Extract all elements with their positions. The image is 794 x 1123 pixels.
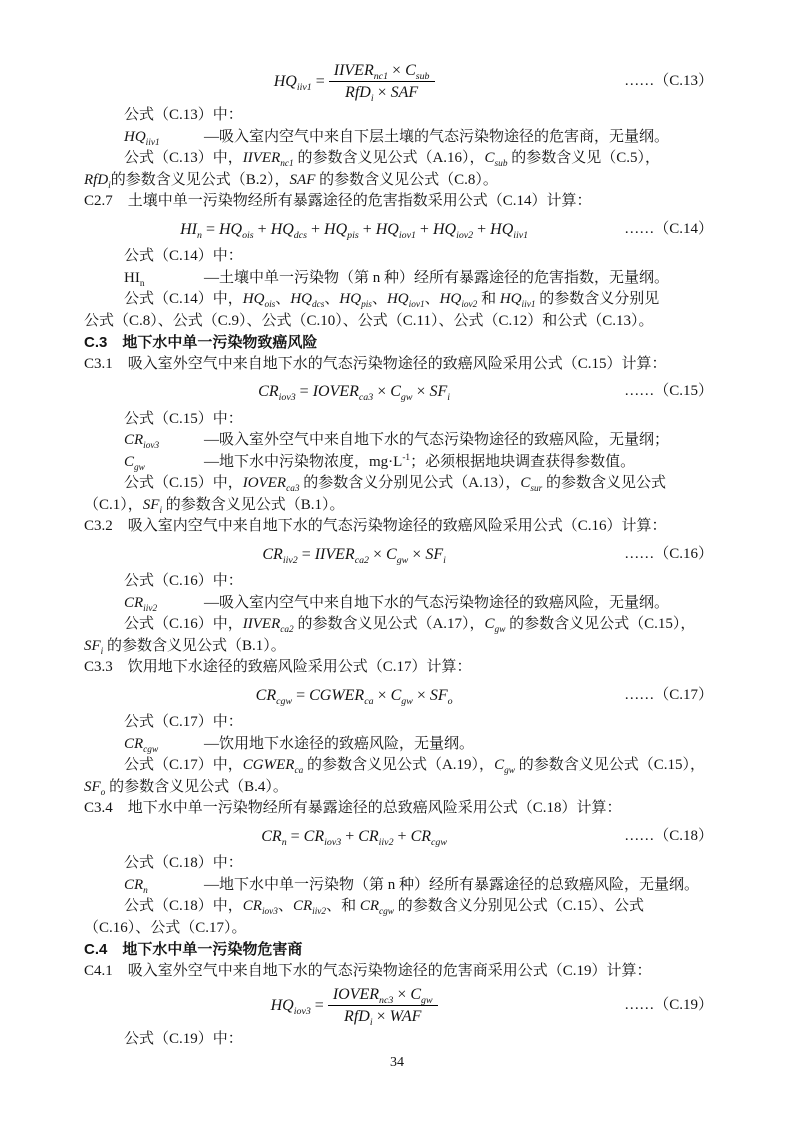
term-symbol: $CR_n$ — [124, 876, 148, 896]
paragraph-c18-where: 公式（C.18）中： — [124, 855, 243, 871]
term-symbol: $C_{gw}$ — [124, 453, 145, 473]
term-symbol: $CR_{cgw}$ — [124, 735, 159, 755]
equation-c13-body — [273, 61, 435, 105]
fraction-numerator: $IOVER_{nc3} \times C_{gw}$ — [328, 985, 438, 1006]
paragraph-c2-7: C2.7 土壤中单一污染物经所有暴露途径的危害指数采用公式（C.14）计算： — [84, 193, 592, 209]
paragraph-c4-1: C4.1 吸入室外空气中来自地下水的气态污染物途径的危害商采用公式（C.19）计算： — [84, 962, 652, 979]
term-definition: —地下水中单一污染物（第 n 种）经所有暴露途径的总致癌风险，无量纲。 — [204, 876, 700, 893]
equation-c19 — [84, 985, 624, 1029]
paragraph-c18-refs: 公式（C.18）中，$CR_{iov3}$、$CR_{iiv2}$、和 $CR_{cgw}$ 的参数含义分别见公式（C.15）、公式 （C.16）、公式（C.17）。 — [84, 898, 645, 936]
equation-number-c15: ……（C.15） — [624, 383, 713, 399]
formula-c18 — [84, 826, 713, 848]
equation-number-c18: ……（C.18） — [624, 827, 713, 844]
equation-number-c13: ……（C.13） — [624, 72, 713, 89]
paragraph-c16-where: 公式（C.16）中： — [124, 573, 243, 589]
paragraph-c3-4: C3.4 地下水中单一污染物经所有暴露途径的总致癌风险采用公式（C.18）计算： — [84, 800, 622, 816]
equation-number-c14: ……（C.14） — [624, 220, 713, 237]
formula-c16 — [84, 544, 713, 566]
paragraph-c14-where: 公式（C.14）中： — [124, 248, 243, 264]
section-heading-c4: C.4 地下水中单一污染物危害商 — [84, 941, 303, 958]
term-definition: —饮用地下水途径的致癌风险，无量纲。 — [204, 735, 475, 752]
term-definition: —吸入室外空气中来自地下水的气态污染物途径的致癌风险，无量纲； — [204, 432, 670, 448]
paragraph-c16-refs: 公式（C.16）中，$IIVER_{ca2}$ 的参数含义见公式（A.17），$C_{gw}$ 的参数含义见公式（C.15）， $SF_i$ 的参数含义见公式（B.1）。 — [84, 616, 696, 657]
paragraph-c13-refs: 公式（C.13）中，$IIVER_{nc1}$ 的参数含义见公式（A.16），$C_{sub}$ 的参数含义见（C.5）， RfD$_i$的参数含义见公式（B.2），SAF 的参数含义见公式（C.8）。 — [84, 150, 660, 191]
term-definition: —地下水中污染物浓度，$mg\cdot L^{-1}$；必须根据地块调查获得参数值。 — [204, 452, 636, 470]
fraction-denominator: RfD$_i$ × SAF — [345, 84, 419, 105]
page-number: 34 — [390, 1055, 404, 1070]
paragraph-c15-where: 公式（C.15）中： — [124, 410, 243, 427]
term-definition: —吸入室内空气中来自下层土壤的气态污染物途径的危害商，无量纲。 — [204, 128, 670, 145]
equation-number-c17: ……（C.17） — [624, 686, 713, 703]
formula-c13 — [84, 61, 713, 105]
equation-c19-lhs: $HQ_{iov3}$ = — [270, 996, 324, 1017]
formula-c19 — [84, 985, 713, 1029]
paragraph-c3-3: C3.3 饮用地下水途径的致癌风险采用公式（C.17）计算： — [84, 659, 472, 675]
equation-c16: $CR_{iiv2}$ = $IIVER_{ca2} \times C_{gw} \times SF_i$ — [262, 545, 446, 566]
term-row-hq-iiv1 — [84, 127, 713, 149]
term-definition: —土壤中单一污染物（第 n 种）经所有暴露途径的危害指数，无量纲。 — [204, 269, 670, 286]
term-row-hi-n — [84, 268, 713, 290]
paragraph-c13-where: 公式（C.13）中： — [124, 107, 243, 123]
paragraph-c14-refs: 公式（C.14）中，$HQ_{ois}$、$HQ_{dcs}$、$HQ_{pis}$、$HQ_{iov1}$、$HQ_{iov2}$ 和 $HQ_{iiv1}$ 的参数含义分别见 公式（C.8）、公式（C.9）、公式（C.10）、公式（C.11）、公式（C.12）和公式（C.13）。 — [84, 291, 660, 329]
term-symbol: $HI_n$ — [124, 269, 145, 289]
equation-number-c19: ……（C.19） — [624, 996, 713, 1013]
formula-c17 — [84, 685, 713, 707]
term-row-cr-iiv2 — [84, 593, 713, 615]
equation-c14: $HI_n = HQ_{ois} + HQ_{dcs} + HQ_{pis} + HQ_{iov1} + HQ_{iov2} + HQ_{iiv1}$ — [180, 220, 529, 241]
term-symbol: $HQ_{iiv1}$ — [124, 128, 160, 148]
fraction — [329, 61, 435, 105]
formula-c15 — [84, 381, 713, 403]
term-definition: —吸入室内空气中来自地下水的气态污染物途径的致癌风险，无量纲。 — [204, 594, 670, 611]
paragraph-c3-2: C3.2 吸入室内空气中来自地下水的气态污染物途径的致癌风险采用公式（C.16）计算： — [84, 518, 667, 534]
fraction-denominator: RfD$_i$ × WAF — [344, 1008, 422, 1029]
paragraph-c15-refs: 公式（C.15）中，$IOVER_{ca3}$ 的参数含义分别见公式（A.13），$C_{sur}$ 的参数含义见公式 （C.1），$SF_i$ 的参数含义见公式（B.1）。 — [84, 475, 667, 516]
equation-number-c16: ……（C.16） — [624, 545, 713, 562]
paragraph-c3-1: C3.1 吸入室外空气中来自地下水的气态污染物途径的致癌风险采用公式（C.15）计算： — [84, 355, 667, 372]
section-heading-c3: C.3 地下水中单一污染物致癌风险 — [84, 334, 318, 351]
fraction — [328, 985, 438, 1029]
formula-c14 — [84, 219, 713, 241]
term-row-cr-iov3 — [84, 430, 713, 452]
fraction-numerator: $IIVER_{nc1} \times C_{sub}$ — [329, 61, 435, 82]
term-row-c-gw — [84, 452, 713, 474]
equation-c19-body — [270, 985, 438, 1029]
term-row-cr-cgw — [84, 734, 713, 756]
term-symbol: $CR_{iiv2}$ — [124, 594, 158, 614]
equation-c15: $CR_{iov3}$ = $IOVER_{ca3} \times C_{gw} \times SF_i$ — [258, 383, 451, 404]
equation-c17: $CR_{cgw}$ = $CGWER_{ca} \times C_{gw} \times SF_o$ — [255, 686, 453, 707]
term-row-cr-n — [84, 875, 713, 897]
paragraph-c17-refs: 公式（C.17）中，$CGWER_{ca}$ 的参数含义见公式（A.19），$C_{gw}$ 的参数含义见公式（C.15）， $SF_o$ 的参数含义见公式（B.4）。 — [84, 757, 705, 798]
equation-c13-lhs: $HQ_{iiv1}$ = — [273, 72, 325, 93]
term-symbol: $CR_{iov3}$ — [124, 432, 160, 451]
equation-c18: $CR_n = CR_{iov3} + CR_{iiv2} + CR_{cgw}$ — [261, 827, 447, 848]
paragraph-c17-where: 公式（C.17）中： — [124, 714, 243, 730]
paragraph-c19-where: 公式（C.19）中： — [124, 1031, 243, 1047]
equation-c13 — [84, 61, 624, 105]
